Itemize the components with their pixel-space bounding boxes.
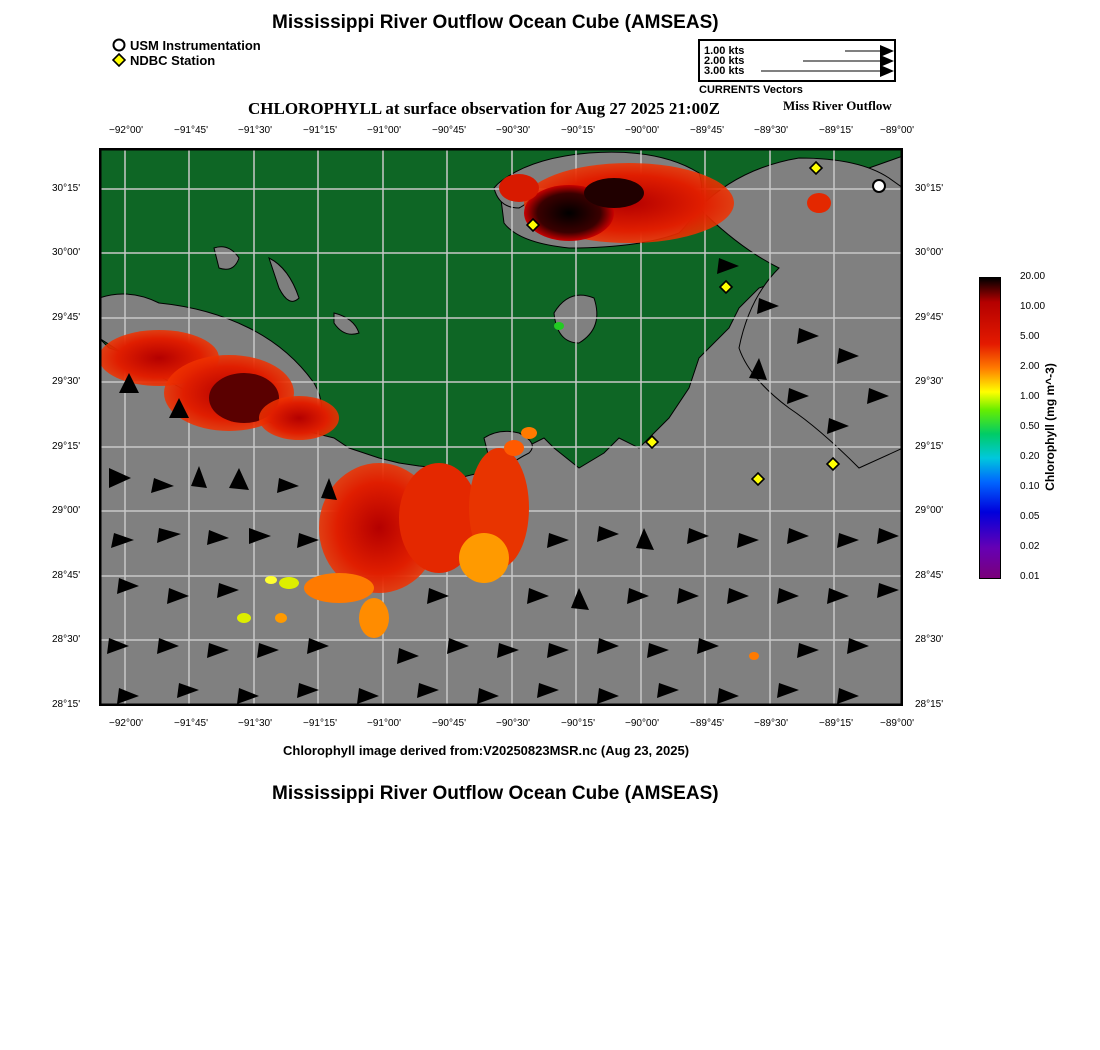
colorbar-tick: 1.00 (1020, 391, 1040, 402)
page-title: Mississippi River Outflow Ocean Cube (AMSEAS) (272, 12, 719, 33)
colorbar-tick: 0.50 (1020, 421, 1040, 432)
y-tick-label: 28°30' (915, 634, 944, 645)
x-tick-label: −91°00' (367, 125, 401, 136)
x-tick-label: −89°30' (754, 125, 788, 136)
y-tick-label: 29°15' (915, 441, 944, 452)
y-tick-label: 29°30' (915, 376, 944, 387)
region-label: Miss River Outflow (783, 98, 892, 113)
vector-row-2: 2.00 kts (704, 55, 745, 67)
x-tick-label: −91°15' (303, 718, 337, 729)
y-tick-label: 29°45' (52, 312, 81, 323)
colorbar-tick: 0.02 (1020, 541, 1040, 552)
colorbar-tick: 10.00 (1020, 301, 1046, 312)
plot-title: CHLOROPHYLL at surface observation for Aug 27 2025 21:00Z (248, 99, 720, 118)
colorbar-tick: 20.00 (1020, 271, 1046, 282)
source-caption: Chlorophyll image derived from:V20250823MSR.nc (Aug 23, 2025) (283, 743, 690, 758)
x-tick-label: −90°15' (561, 125, 595, 136)
ndbc-station-icon (112, 53, 126, 72)
y-tick-label: 29°00' (52, 505, 81, 516)
y-tick-label: 30°15' (915, 183, 944, 194)
colorbar-tick: 2.00 (1020, 361, 1040, 372)
x-tick-label: −91°30' (238, 125, 272, 136)
x-tick-label: −91°45' (174, 125, 208, 136)
x-tick-label: −90°45' (432, 125, 466, 136)
x-tick-label: −90°00' (625, 125, 659, 136)
x-tick-label: −92°00' (109, 718, 143, 729)
colorbar-label: Chlorophyll (mg m^-3) (1043, 363, 1057, 491)
usm-instrument-icon[interactable] (873, 180, 885, 192)
x-tick-label: −90°00' (625, 718, 659, 729)
x-tick-label: −91°45' (174, 718, 208, 729)
usm-legend-label: USM Instrumentation (130, 38, 261, 53)
x-tick-label: −91°30' (238, 718, 272, 729)
x-tick-label: −92°00' (109, 125, 143, 136)
footer-title: Mississippi River Outflow Ocean Cube (AMSEAS) (272, 783, 719, 804)
x-tick-label: −89°45' (690, 718, 724, 729)
ndbc-legend-label: NDBC Station (130, 53, 216, 68)
y-tick-label: 28°45' (915, 570, 944, 581)
y-tick-label: 30°00' (52, 247, 81, 258)
y-tick-label: 29°45' (915, 312, 944, 323)
x-tick-label: −89°00' (880, 718, 914, 729)
y-tick-label: 28°15' (52, 699, 81, 710)
y-tick-label: 29°30' (52, 376, 81, 387)
colorbar-tick: 0.05 (1020, 511, 1040, 522)
colorbar-tick: 0.01 (1020, 571, 1040, 582)
y-tick-label: 28°15' (915, 699, 944, 710)
colorbar-tick: 5.00 (1020, 331, 1040, 342)
x-tick-label: −90°30' (496, 718, 530, 729)
x-tick-label: −89°15' (819, 718, 853, 729)
y-tick-label: 29°00' (915, 505, 944, 516)
currents-vector-key (698, 39, 896, 82)
colorbar-scale (979, 277, 1001, 579)
vector-arrows (700, 41, 894, 80)
y-tick-label: 28°30' (52, 634, 81, 645)
vector-row-3: 3.00 kts (704, 65, 745, 77)
x-tick-label: −89°30' (754, 718, 788, 729)
x-tick-label: −91°00' (367, 718, 401, 729)
x-tick-label: −90°45' (432, 718, 466, 729)
x-tick-label: −90°30' (496, 125, 530, 136)
x-tick-label: −89°15' (819, 125, 853, 136)
vector-row-1: 1.00 kts (704, 45, 745, 57)
y-tick-label: 29°15' (52, 441, 81, 452)
colorbar-tick: 0.10 (1020, 481, 1040, 492)
y-tick-label: 30°00' (915, 247, 944, 258)
chlorophyll-map (99, 148, 903, 706)
y-tick-label: 30°15' (52, 183, 81, 194)
x-tick-label: −89°45' (690, 125, 724, 136)
colorbar-tick: 0.20 (1020, 451, 1040, 462)
currents-vectors-caption: CURRENTS Vectors (699, 84, 803, 96)
x-tick-label: −90°15' (561, 718, 595, 729)
y-tick-label: 28°45' (52, 570, 81, 581)
x-tick-label: −89°00' (880, 125, 914, 136)
x-tick-label: −91°15' (303, 125, 337, 136)
